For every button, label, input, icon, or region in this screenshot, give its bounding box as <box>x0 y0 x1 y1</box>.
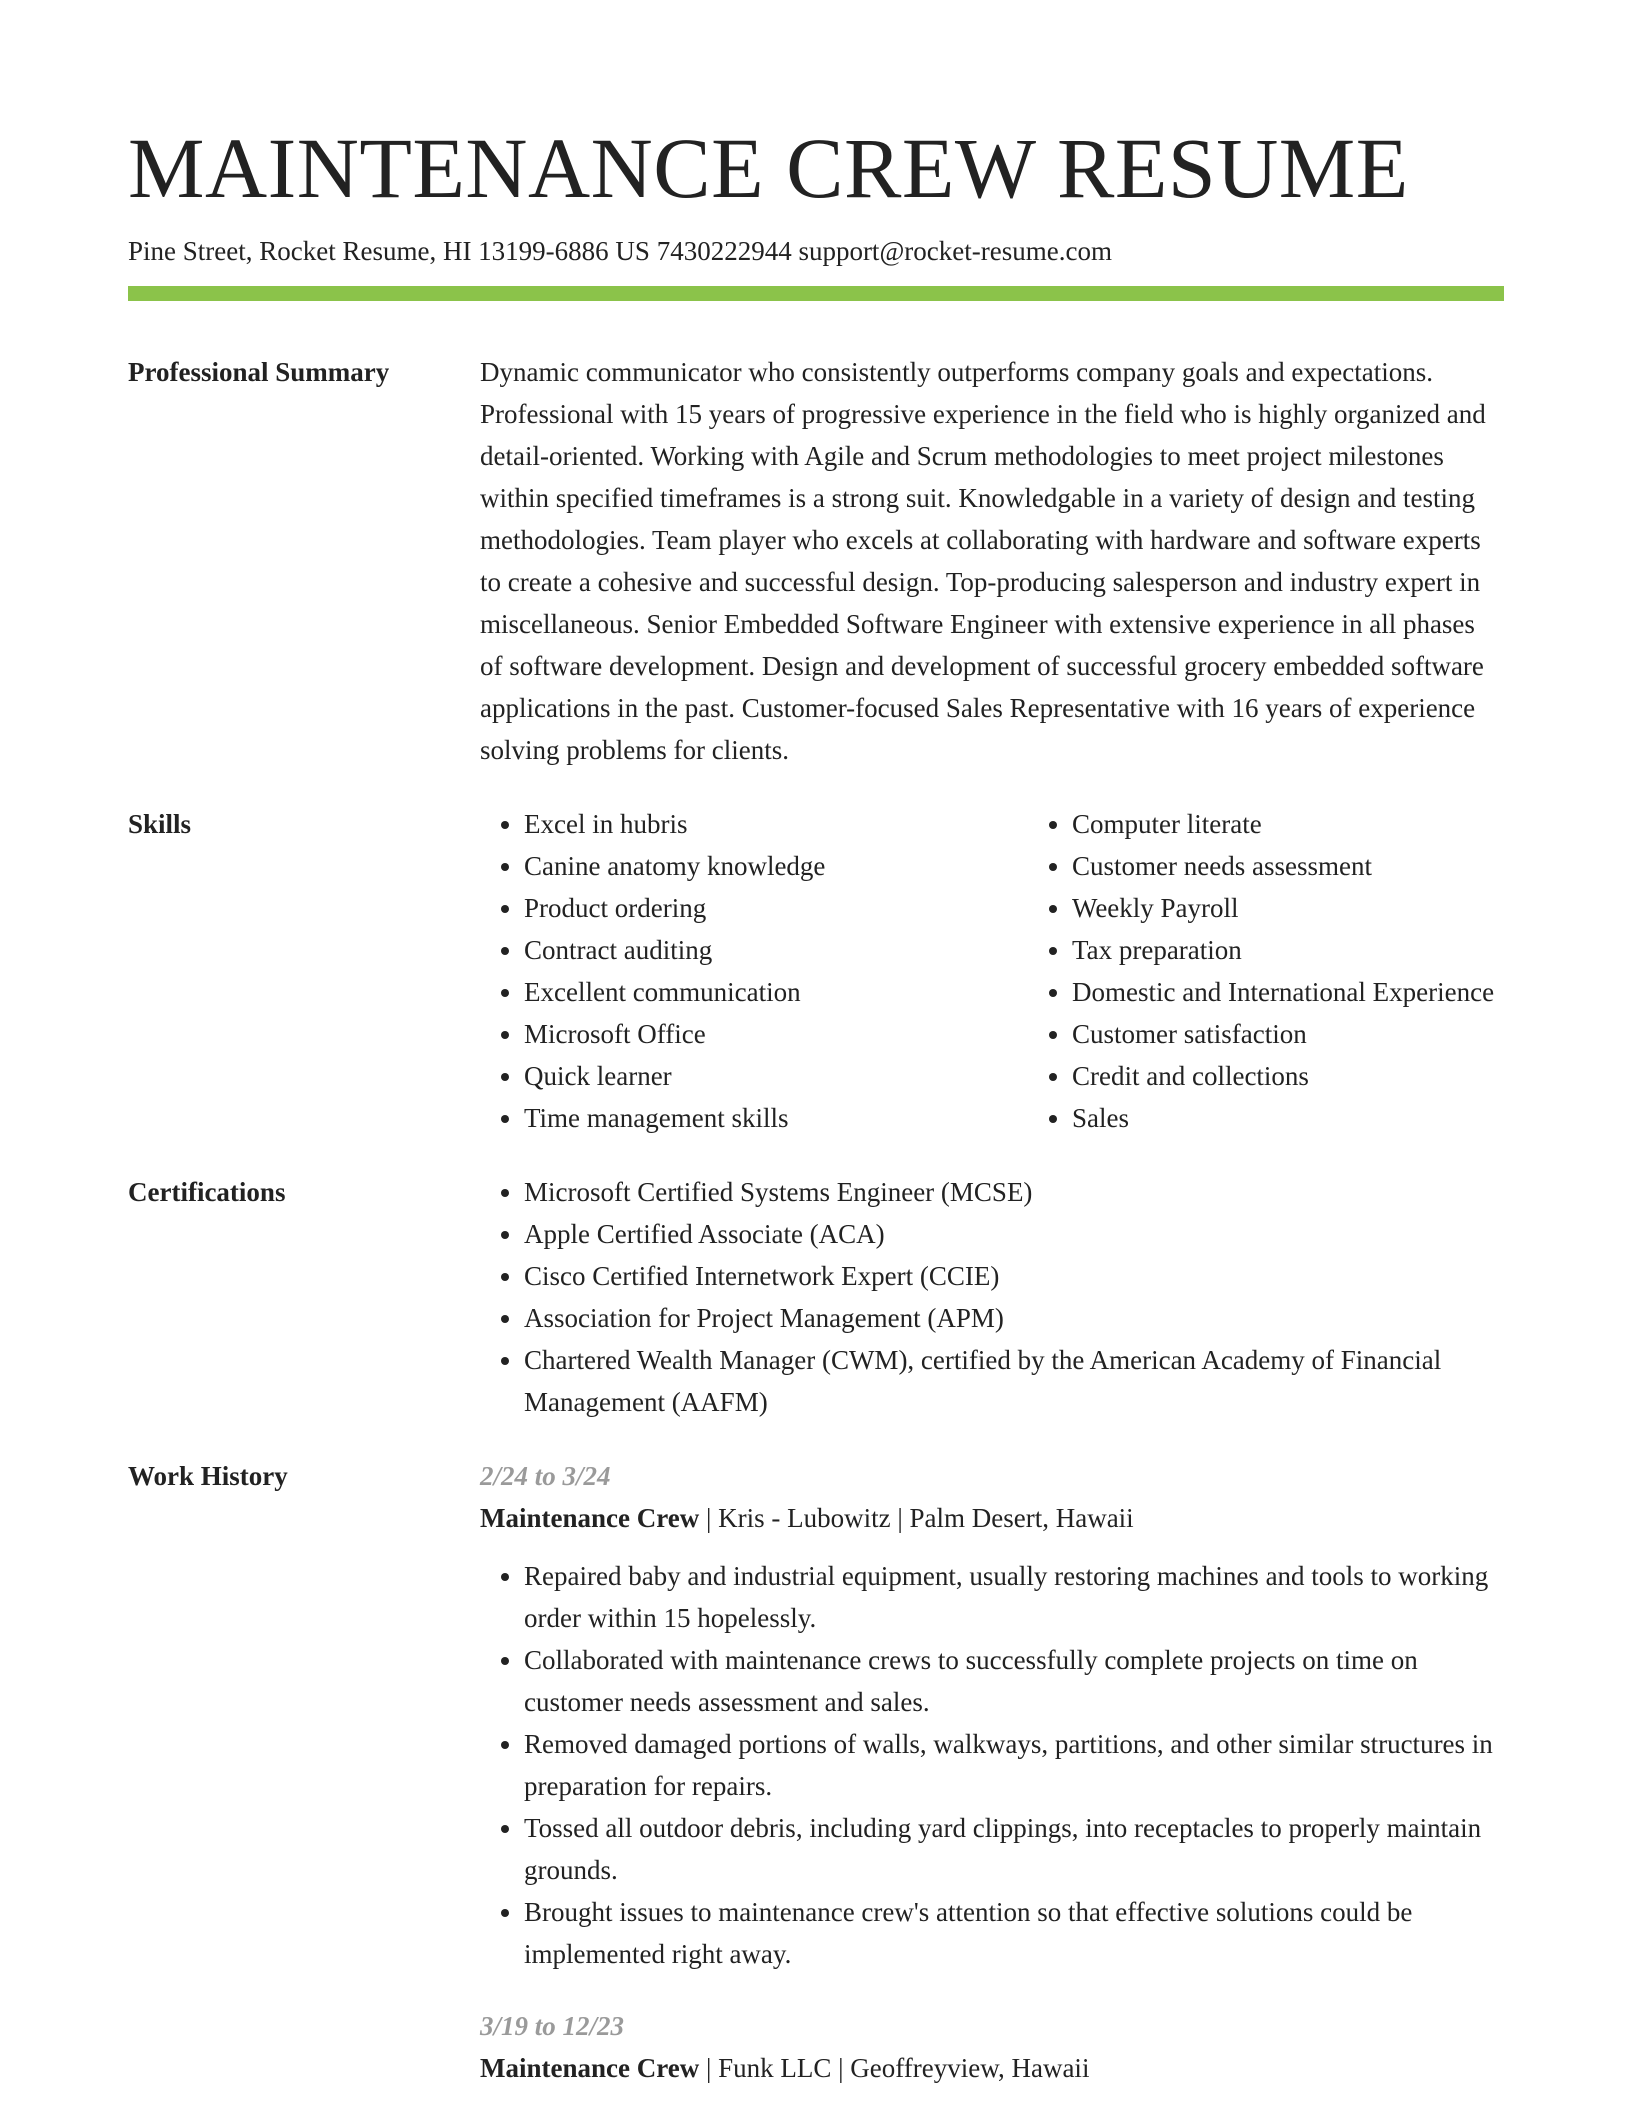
skill-item: • Tax preparation <box>1072 929 1494 971</box>
skill-item: • Domestic and International Experience <box>1072 971 1494 1013</box>
certifications-list <box>480 1171 1504 1423</box>
professional-summary-section <box>128 351 1504 771</box>
skills-list-right <box>1028 803 1494 1139</box>
work-history-body <box>480 1455 1504 2089</box>
job-details: | Kris - Lubowitz | Palm Desert, Hawaii <box>699 1503 1134 1533</box>
skill-item: • Weekly Payroll <box>1072 887 1494 929</box>
job-details: | Funk LLC | Geoffreyview, Hawaii <box>699 2053 1090 2083</box>
skill-item: • Excellent communication <box>524 971 1028 1013</box>
job-dates: 3/19 to 12/23 <box>480 2011 625 2041</box>
skills-body <box>480 803 1504 1139</box>
certifications-section <box>128 1171 1504 1423</box>
certification-item: • Association for Project Management (APM) <box>524 1297 1504 1339</box>
skills-section <box>128 803 1504 1139</box>
skills-list-left <box>480 803 1028 1139</box>
skill-item: • Computer literate <box>1072 803 1494 845</box>
certifications-body <box>480 1171 1504 1423</box>
job-duty-item: • Tossed all outdoor debris, including yard clippings, into receptacles to properly maintain grounds. <box>524 1807 1504 1891</box>
certification-item: • Microsoft Certified Systems Engineer (MCSE) <box>524 1171 1504 1213</box>
certification-item: • Cisco Certified Internetwork Expert (CCIE) <box>524 1255 1504 1297</box>
skill-item: • Product ordering <box>524 887 1028 929</box>
job-entry <box>480 1455 1504 1975</box>
job-title: Maintenance Crew <box>480 1503 700 1533</box>
job-dates: 2/24 to 3/24 <box>480 1461 611 1491</box>
skill-item: • Customer needs assessment <box>1072 845 1494 887</box>
skill-item: • Quick learner <box>524 1055 1028 1097</box>
resume-title: MAINTENANCE CREW RESUME <box>128 120 1409 216</box>
job-duty-item: • Removed damaged portions of walls, walkways, partitions, and other similar structures in preparation for repairs. <box>524 1723 1504 1807</box>
skill-item: • Time management skills <box>524 1097 1028 1139</box>
skill-item: • Canine anatomy knowledge <box>524 845 1028 887</box>
skill-item: • Sales <box>1072 1097 1494 1139</box>
skill-item: • Microsoft Office <box>524 1013 1028 1055</box>
job-title: Maintenance Crew <box>480 2053 700 2083</box>
professional-summary-body <box>480 351 1504 771</box>
section-label-skills: Skills <box>128 809 192 839</box>
accent-divider <box>128 286 1504 301</box>
skill-item: • Contract auditing <box>524 929 1028 971</box>
section-label-work-history: Work History <box>128 1461 288 1491</box>
job-entry <box>480 2005 1504 2089</box>
certification-item: • Chartered Wealth Manager (CWM), certified by the American Academy of Financial Management (AAFM) <box>524 1339 1504 1423</box>
skill-item: • Customer satisfaction <box>1072 1013 1494 1055</box>
skill-item: • Credit and collections <box>1072 1055 1494 1097</box>
job-heading <box>480 2047 1504 2089</box>
contact-line: Pine Street, Rocket Resume, HI 13199-6886 US 7430222944 support@rocket-resume.com <box>128 236 1112 266</box>
job-duty-item: • Brought issues to maintenance crew's attention so that effective solutions could be implemented right away. <box>524 1891 1504 1975</box>
skill-item: • Excel in hubris <box>524 803 1028 845</box>
resume-page <box>128 0 1504 2089</box>
job-duty-item: • Collaborated with maintenance crews to successfully complete projects on time on customer needs assessment and sales. <box>524 1639 1504 1723</box>
job-heading <box>480 1497 1504 1539</box>
work-history-section <box>128 1455 1504 2089</box>
job-duties-list <box>480 1555 1504 1975</box>
section-label-professional-summary: Professional Summary <box>128 357 390 387</box>
certification-item: • Apple Certified Associate (ACA) <box>524 1213 1504 1255</box>
job-duty-item: • Repaired baby and industrial equipment, usually restoring machines and tools to working order within 15 hopelessly. <box>524 1555 1504 1639</box>
section-label-certifications: Certifications <box>128 1177 286 1207</box>
summary-text: Dynamic communicator who consistently outperforms company goals and expectations. Professional with 15 years of progressive experience in the field who is highly organized and detail-oriented. Working with Agile and Scrum methodologies to meet project milestones within specified timeframes is a strong suit. Knowledgable in a variety of design and testing methodologies. Team player who excels at collaborating with hardware and software experts to create a cohesive and successful design. Top-producing salesperson and industry expert in miscellaneous. Senior Embedded Software Engineer with extensive experience in all phases of software development. Design and development of successful grocery embedded software applications in the past. Customer-focused Sales Representative with 16 years of experience solving problems for clients. <box>480 357 1486 765</box>
